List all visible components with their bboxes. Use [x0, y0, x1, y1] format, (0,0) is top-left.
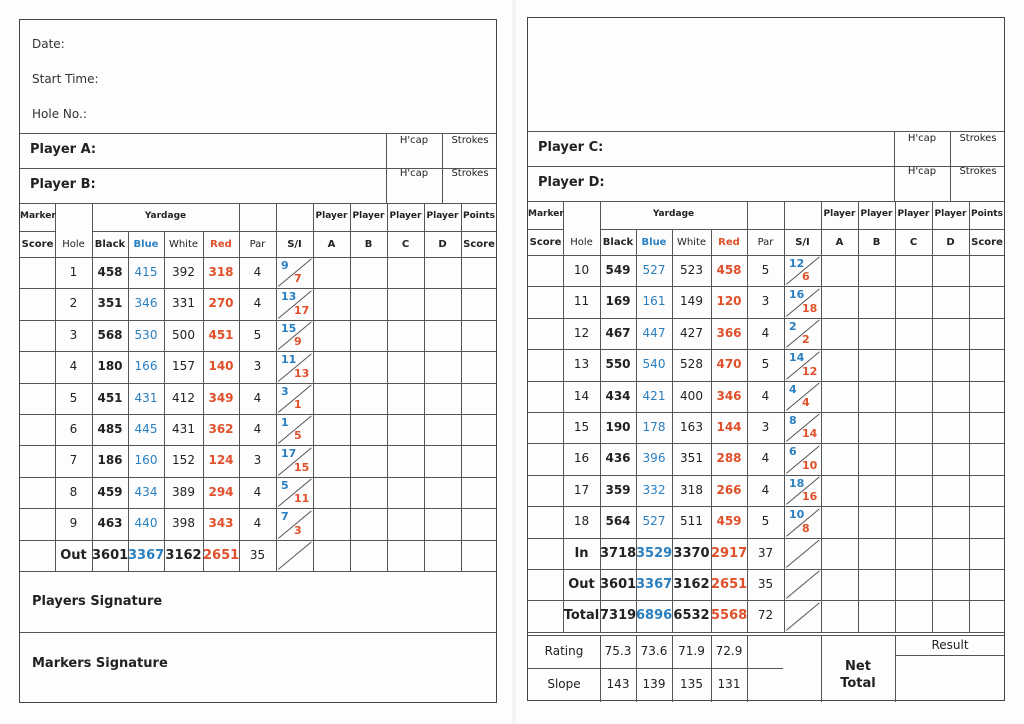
si-top: 15 — [281, 321, 297, 335]
black-yardage: 180 — [97, 359, 123, 374]
si-top: 11 — [281, 353, 297, 367]
blue-yardage: 178 — [642, 420, 666, 434]
red-yardage: 288 — [716, 451, 742, 466]
red-yardage: 346 — [716, 388, 742, 403]
divider — [20, 351, 496, 352]
date-label: Date: — [32, 37, 65, 51]
black-yardage: 459 — [97, 484, 123, 499]
red-yardage: 294 — [208, 484, 234, 499]
strokes-label: Strokes — [451, 168, 489, 179]
black-yardage: 7319 — [600, 608, 637, 624]
hole-cell: 11 — [573, 294, 590, 309]
front-nine-card — [19, 19, 497, 703]
hcap-label: H'cap — [907, 133, 937, 144]
col-header-d: D — [946, 237, 955, 248]
white-yardage: 500 — [172, 327, 195, 342]
black-yardage: 463 — [97, 516, 123, 531]
divider — [424, 203, 425, 571]
si-slash — [786, 540, 820, 568]
si-top: 3 — [281, 384, 289, 398]
black-yardage: 351 — [97, 296, 123, 311]
col-header-a: A — [835, 237, 844, 248]
divider — [528, 443, 1004, 444]
par-cell: 35 — [249, 547, 266, 562]
col-header-si: S/I — [287, 239, 302, 250]
par-cell: 5 — [761, 357, 770, 372]
col-header-score: Score — [21, 239, 54, 250]
par-cell: 4 — [761, 325, 770, 340]
strokes-label: Strokes — [959, 166, 997, 177]
hole-cell: Out — [568, 577, 595, 592]
par-cell: 5 — [253, 327, 262, 342]
par-cell: 4 — [253, 516, 262, 531]
hole-cell: 12 — [573, 325, 590, 340]
divider — [20, 288, 496, 289]
divider — [276, 203, 277, 571]
hole-cell: 1 — [69, 265, 78, 279]
si-bottom: 12 — [802, 364, 818, 378]
blue-yardage: 421 — [642, 388, 666, 403]
hole-cell: 6 — [69, 422, 78, 436]
divider — [528, 381, 1004, 382]
divider — [313, 203, 314, 571]
white-yardage: 157 — [172, 359, 195, 374]
divider — [528, 286, 1004, 287]
back-nine-card — [527, 17, 1005, 701]
hcap-label: H'cap — [399, 135, 429, 146]
divider — [20, 231, 55, 232]
si-top: 13 — [281, 290, 297, 304]
marker-header: Marker — [20, 211, 56, 221]
divider — [20, 133, 496, 134]
black-yardage: 451 — [97, 390, 123, 405]
red-yardage: 470 — [716, 357, 742, 372]
red-yardage: 124 — [208, 453, 234, 468]
si-bottom: 18 — [802, 301, 818, 315]
white-yardage: 6532 — [673, 608, 710, 624]
si-bottom: 7 — [294, 272, 302, 286]
red-yardage: 5568 — [711, 608, 748, 624]
si-bottom: 11 — [294, 492, 310, 506]
hole-cell: 7 — [69, 453, 78, 468]
marker-header: Marker — [528, 209, 564, 219]
player-c-label: Player C: — [538, 140, 604, 155]
blue-yardage: 530 — [134, 327, 158, 342]
strokes-label: Strokes — [451, 135, 489, 146]
white-yardage: 331 — [172, 296, 195, 311]
hole-cell: In — [574, 545, 589, 561]
white-yardage: 351 — [680, 451, 703, 466]
si-bottom: 5 — [294, 429, 302, 443]
si-slash — [786, 602, 820, 630]
white-yardage: 400 — [680, 388, 703, 403]
si-slash — [278, 542, 312, 570]
col-header-hole: Hole — [62, 239, 85, 250]
si-top: 18 — [789, 476, 805, 490]
red-yardage: 459 — [716, 514, 742, 529]
par-cell: 3 — [253, 359, 262, 374]
hole-cell: Out — [60, 547, 87, 563]
player-header: Player — [860, 209, 893, 219]
col-header-score: Score — [529, 237, 562, 248]
red-yardage: 349 — [208, 390, 234, 405]
red-yardage: 343 — [208, 516, 234, 531]
si-bottom: 10 — [802, 458, 818, 472]
divider — [950, 131, 951, 201]
blue-yardage: 346 — [134, 296, 158, 311]
blue-yardage: 332 — [642, 482, 666, 497]
si-top: 6 — [789, 445, 797, 459]
red-yardage: 318 — [208, 265, 234, 279]
par-cell: 37 — [757, 545, 774, 560]
si-bottom: 9 — [294, 335, 302, 349]
blue-yardage: 3367 — [128, 547, 165, 563]
blue-yardage: 431 — [134, 390, 158, 405]
col-header-par: Par — [757, 237, 774, 248]
divider — [969, 201, 970, 632]
si-top: 16 — [789, 288, 805, 302]
divider — [20, 383, 496, 384]
black-yardage: 550 — [605, 357, 631, 372]
col-header-blue: Blue — [133, 239, 159, 250]
result-label: Result — [931, 637, 969, 652]
white-yardage: 523 — [680, 263, 703, 277]
divider — [528, 131, 1004, 132]
col-header-score2: Score — [463, 239, 495, 250]
divider — [386, 133, 387, 203]
divider — [387, 203, 388, 571]
white-yardage: 392 — [172, 265, 195, 279]
red-yardage: 120 — [716, 294, 742, 309]
hole-cell: 4 — [69, 359, 78, 374]
divider — [528, 632, 1004, 633]
black-yardage: 485 — [97, 422, 123, 436]
yardage-header: Yardage — [144, 211, 187, 221]
rating-red: 72.9 — [715, 643, 743, 658]
black-yardage: 3601 — [92, 547, 129, 563]
par-cell: 5 — [761, 514, 770, 529]
par-cell: 3 — [761, 420, 770, 434]
black-yardage: 458 — [97, 265, 123, 279]
hole-cell: 9 — [69, 516, 78, 531]
si-top: 14 — [789, 351, 805, 365]
player-b-label: Player B: — [30, 177, 96, 192]
player-a-label: Player A: — [30, 142, 97, 157]
col-header-score2: Score — [971, 237, 1003, 248]
col-header-par: Par — [249, 239, 266, 250]
hole-cell: 17 — [573, 482, 590, 497]
divider — [20, 414, 496, 415]
white-yardage: 412 — [172, 390, 195, 405]
si-bottom: 4 — [802, 396, 810, 409]
blue-yardage: 166 — [134, 359, 158, 374]
slope-red: 131 — [717, 677, 741, 692]
black-yardage: 568 — [97, 327, 123, 342]
si-top: 4 — [789, 382, 797, 396]
si-top: 17 — [281, 447, 297, 461]
white-yardage: 3162 — [673, 577, 710, 592]
col-header-b: B — [364, 239, 373, 250]
white-yardage: 3370 — [673, 545, 710, 561]
blue-yardage: 396 — [642, 451, 666, 466]
col-header-blue: Blue — [641, 237, 667, 248]
black-yardage: 3718 — [600, 545, 637, 561]
black-yardage: 3601 — [600, 577, 637, 592]
white-yardage: 427 — [680, 325, 703, 340]
divider — [20, 320, 496, 321]
rating-white: 71.9 — [678, 643, 705, 658]
players-signature-label: Players Signature — [32, 594, 163, 609]
hole-cell: 2 — [69, 296, 78, 311]
divider — [784, 201, 785, 632]
black-yardage: 190 — [605, 420, 631, 434]
si-bottom: 17 — [294, 303, 310, 317]
col-header-white: White — [676, 237, 707, 248]
black-yardage: 359 — [605, 482, 631, 497]
white-yardage: 398 — [172, 516, 195, 531]
rating-label: Rating — [544, 643, 584, 658]
hole-cell: 5 — [69, 390, 78, 405]
si-top: 2 — [789, 319, 797, 333]
col-header-c: C — [909, 237, 918, 248]
si-bottom: 8 — [802, 521, 810, 535]
divider — [895, 655, 1005, 656]
si-bottom: 2 — [802, 333, 810, 347]
divider — [932, 201, 933, 632]
hole-cell: 10 — [573, 263, 590, 277]
blue-yardage: 527 — [642, 263, 666, 277]
divider — [895, 201, 896, 632]
par-cell: 4 — [253, 422, 262, 436]
player-header: Player — [315, 211, 348, 221]
par-cell: 4 — [253, 265, 262, 279]
divider — [92, 231, 497, 232]
blue-yardage: 447 — [642, 325, 666, 340]
white-yardage: 389 — [172, 484, 195, 499]
si-top: 5 — [281, 478, 289, 492]
black-yardage: 169 — [605, 294, 631, 309]
divider — [894, 131, 895, 201]
blue-yardage: 3529 — [636, 545, 673, 561]
total-label: Total — [840, 675, 876, 691]
divider — [20, 508, 496, 509]
divider — [528, 538, 1004, 539]
col-header-black: Black — [94, 239, 126, 250]
player-header: Player — [823, 209, 856, 219]
strokes-label: Strokes — [959, 133, 997, 144]
blue-yardage: 160 — [134, 453, 158, 468]
si-bottom: 13 — [294, 366, 310, 380]
divider — [20, 571, 496, 572]
player-header: Player — [389, 211, 422, 221]
rating-black: 75.3 — [604, 643, 632, 658]
red-yardage: 140 — [208, 359, 234, 374]
divider — [528, 506, 1004, 507]
hole-cell: 13 — [573, 357, 590, 372]
divider — [821, 201, 822, 632]
hole-cell: Total — [563, 608, 600, 624]
blue-yardage: 445 — [134, 422, 158, 436]
player-d-label: Player D: — [538, 175, 605, 190]
divider — [528, 668, 783, 669]
divider — [528, 349, 1004, 350]
par-cell: 3 — [761, 294, 770, 309]
si-bottom: 1 — [294, 398, 302, 411]
white-yardage: 152 — [172, 453, 195, 468]
yardage-header: Yardage — [652, 209, 695, 219]
par-cell: 3 — [253, 453, 262, 468]
par-cell: 4 — [761, 388, 770, 403]
player-header: Player — [934, 209, 967, 219]
black-yardage: 467 — [605, 325, 631, 340]
blue-yardage: 527 — [642, 514, 666, 529]
red-yardage: 2651 — [711, 577, 748, 592]
si-slash — [786, 571, 820, 599]
points-header: Points — [971, 209, 1003, 219]
white-yardage: 149 — [680, 294, 703, 309]
par-cell: 4 — [253, 484, 262, 499]
blue-yardage: 6896 — [636, 608, 673, 624]
white-yardage: 528 — [680, 357, 703, 372]
hole-cell: 14 — [573, 388, 590, 403]
red-yardage: 266 — [716, 482, 742, 497]
white-yardage: 511 — [680, 514, 703, 529]
si-bottom: 15 — [294, 460, 310, 474]
black-yardage: 564 — [605, 514, 631, 529]
blue-yardage: 3367 — [636, 577, 673, 592]
hole-cell: 18 — [573, 514, 590, 529]
red-yardage: 144 — [716, 420, 742, 434]
divider — [350, 203, 351, 571]
divider — [528, 229, 563, 230]
col-header-white: White — [168, 239, 199, 250]
rating-blue: 73.6 — [640, 643, 668, 658]
si-bottom: 6 — [802, 270, 810, 284]
white-yardage: 431 — [172, 422, 195, 436]
hole-no-label: Hole No.: — [32, 107, 87, 121]
divider — [747, 635, 748, 702]
black-yardage: 549 — [605, 263, 631, 277]
hole-cell: 8 — [69, 484, 78, 499]
white-yardage: 318 — [680, 482, 703, 497]
col-header-b: B — [872, 237, 881, 248]
white-yardage: 3162 — [165, 547, 202, 563]
hcap-label: H'cap — [399, 168, 429, 179]
par-cell: 4 — [761, 451, 770, 466]
divider — [528, 569, 1004, 570]
red-yardage: 2917 — [711, 545, 748, 561]
par-cell: 72 — [757, 608, 774, 623]
player-header: Player — [897, 209, 930, 219]
si-top: 10 — [789, 508, 805, 522]
white-yardage: 163 — [680, 420, 703, 434]
red-yardage: 2651 — [203, 547, 240, 563]
divider — [858, 201, 859, 632]
col-header-red: Red — [210, 239, 232, 250]
si-top: 8 — [789, 414, 797, 427]
divider — [20, 632, 496, 633]
si-top: 1 — [281, 416, 289, 429]
divider — [20, 477, 496, 478]
hole-cell: 15 — [573, 420, 590, 434]
start-time-label: Start Time: — [32, 72, 99, 86]
col-header-red: Red — [718, 237, 740, 248]
divider — [600, 229, 1005, 230]
markers-signature-label: Markers Signature — [32, 656, 168, 671]
blue-yardage: 161 — [642, 294, 666, 309]
net-label: Net — [845, 658, 871, 674]
points-header: Points — [463, 211, 495, 221]
par-cell: 5 — [761, 263, 770, 277]
slope-white: 135 — [680, 677, 703, 692]
player-header: Player — [352, 211, 385, 221]
si-top: 9 — [281, 259, 289, 272]
si-bottom: 3 — [294, 523, 302, 537]
red-yardage: 458 — [716, 263, 742, 277]
divider — [528, 600, 1004, 601]
par-cell: 4 — [761, 482, 770, 497]
hcap-label: H'cap — [907, 166, 937, 177]
black-yardage: 186 — [97, 453, 123, 468]
divider — [20, 540, 496, 541]
par-cell: 35 — [757, 577, 774, 591]
col-header-si: S/I — [795, 237, 810, 248]
red-yardage: 270 — [208, 296, 234, 311]
si-top: 7 — [281, 510, 289, 524]
blue-yardage: 415 — [134, 265, 158, 279]
slope-label: Slope — [547, 677, 581, 692]
divider — [528, 475, 1004, 476]
divider — [442, 133, 443, 203]
si-bottom: 14 — [802, 427, 818, 441]
hole-cell: 3 — [69, 327, 78, 342]
red-yardage: 451 — [208, 327, 234, 342]
hole-cell: 16 — [573, 451, 590, 466]
si-bottom: 16 — [802, 490, 818, 504]
col-header-d: D — [438, 239, 447, 250]
blue-yardage: 540 — [642, 357, 666, 372]
slope-blue: 139 — [642, 677, 666, 692]
player-header: Player — [426, 211, 459, 221]
black-yardage: 436 — [605, 451, 631, 466]
divider — [20, 445, 496, 446]
par-cell: 4 — [253, 296, 262, 311]
col-header-a: A — [327, 239, 336, 250]
blue-yardage: 434 — [134, 484, 158, 499]
si-top: 12 — [789, 257, 805, 270]
col-header-black: Black — [602, 237, 634, 248]
red-yardage: 362 — [208, 422, 234, 436]
blue-yardage: 440 — [134, 516, 158, 531]
black-yardage: 434 — [605, 388, 631, 403]
col-header-hole: Hole — [570, 237, 593, 248]
divider — [528, 412, 1004, 413]
par-cell: 4 — [253, 390, 262, 405]
slope-black: 143 — [606, 677, 630, 692]
col-header-c: C — [401, 239, 410, 250]
divider — [528, 318, 1004, 319]
red-yardage: 366 — [716, 325, 742, 340]
divider — [461, 203, 462, 571]
